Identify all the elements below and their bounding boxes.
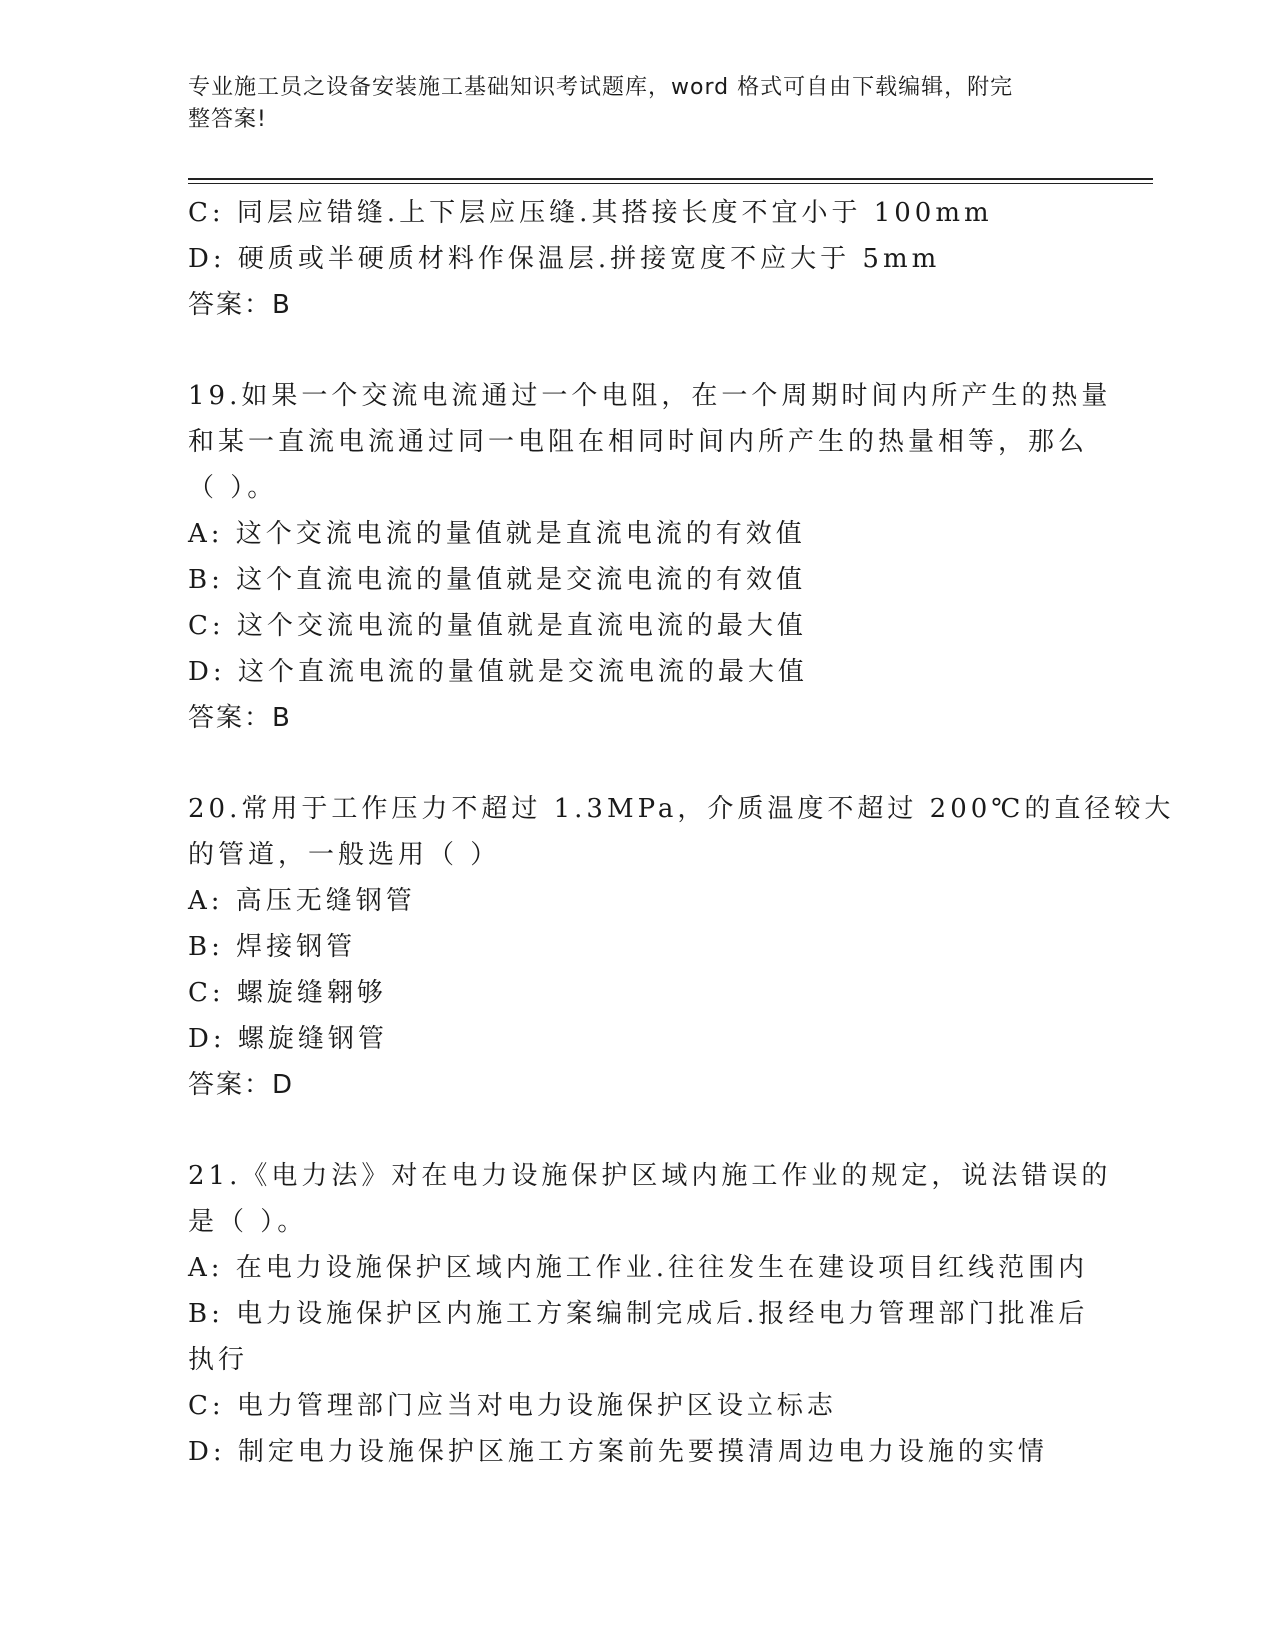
q18-option-c: C: 同层应错缝.上下层应压缝.其搭接长度不宜小于 100mm bbox=[188, 198, 993, 228]
q21-stem-line-2: 是（ ）。 bbox=[188, 1207, 308, 1237]
q19-option-b: B: 这个直流电流的量值就是交流电流的有效值 bbox=[188, 565, 807, 595]
header-title-line-2: 整答案! bbox=[188, 107, 267, 132]
question-list bbox=[188, 190, 1175, 1475]
spacer bbox=[188, 741, 1088, 786]
header-divider-thick bbox=[188, 178, 1153, 180]
q21-option-b-line-2: 执行 bbox=[188, 1345, 249, 1375]
q19-stem-line-1: 19.如果一个交流电流通过一个电阻，在一个周期时间内所产生的热量 bbox=[188, 381, 1112, 411]
header-title-line-1: 专业施工员之设备安装施工基础知识考试题库，word 格式可自由下载编辑，附完 bbox=[188, 75, 1014, 100]
q20-option-a: A: 高压无缝钢管 bbox=[188, 886, 416, 916]
header-divider-thin bbox=[188, 183, 1153, 184]
q20-option-c: C: 螺旋缝翱够 bbox=[188, 978, 387, 1008]
document-header bbox=[188, 72, 1068, 136]
q20-stem-line-1: 20.常用于工作压力不超过 1.3MPa，介质温度不超过 200℃的直径较大 bbox=[188, 794, 1175, 824]
q19-option-c: C: 这个交流电流的量值就是直流电流的最大值 bbox=[188, 611, 807, 641]
q20-stem-line-2: 的管道，一般选用（ ） bbox=[188, 840, 501, 870]
q21-stem-line-1: 21.《电力法》对在电力设施保护区域内施工作业的规定，说法错误的 bbox=[188, 1161, 1112, 1191]
q18-answer: 答案：B bbox=[188, 290, 292, 320]
q19-option-a: A: 这个交流电流的量值就是直流电流的有效值 bbox=[188, 519, 806, 549]
q21-option-c: C: 电力管理部门应当对电力设施保护区设立标志 bbox=[188, 1391, 837, 1421]
spacer bbox=[188, 328, 1088, 373]
spacer bbox=[188, 1108, 1088, 1153]
question-20 bbox=[188, 786, 1175, 1108]
q19-stem-line-3: （ ）。 bbox=[188, 473, 278, 503]
q19-stem-line-2: 和某一直流电流通过同一电阻在相同时间内所产生的热量相等，那么 bbox=[188, 427, 1089, 457]
question-19 bbox=[188, 373, 1112, 741]
q21-option-b-line-1: B: 电力设施保护区内施工方案编制完成后.报经电力管理部门批准后 bbox=[188, 1299, 1089, 1329]
q20-answer: 答案：D bbox=[188, 1070, 295, 1100]
q20-option-d: D: 螺旋缝钢管 bbox=[188, 1024, 388, 1054]
q21-option-a: A: 在电力设施保护区域内施工作业.往往发生在建设项目红线范围内 bbox=[188, 1253, 1089, 1283]
question-18-tail bbox=[188, 190, 1088, 328]
q18-option-d: D: 硬质或半硬质材料作保温层.拼接宽度不应大于 5mm bbox=[188, 244, 941, 274]
q19-option-d: D: 这个直流电流的量值就是交流电流的最大值 bbox=[188, 657, 808, 687]
question-21 bbox=[188, 1153, 1112, 1475]
q21-option-d: D: 制定电力设施保护区施工方案前先要摸清周边电力设施的实情 bbox=[188, 1437, 1048, 1467]
q19-answer: 答案：B bbox=[188, 703, 292, 733]
q20-option-b: B: 焊接钢管 bbox=[188, 932, 357, 962]
